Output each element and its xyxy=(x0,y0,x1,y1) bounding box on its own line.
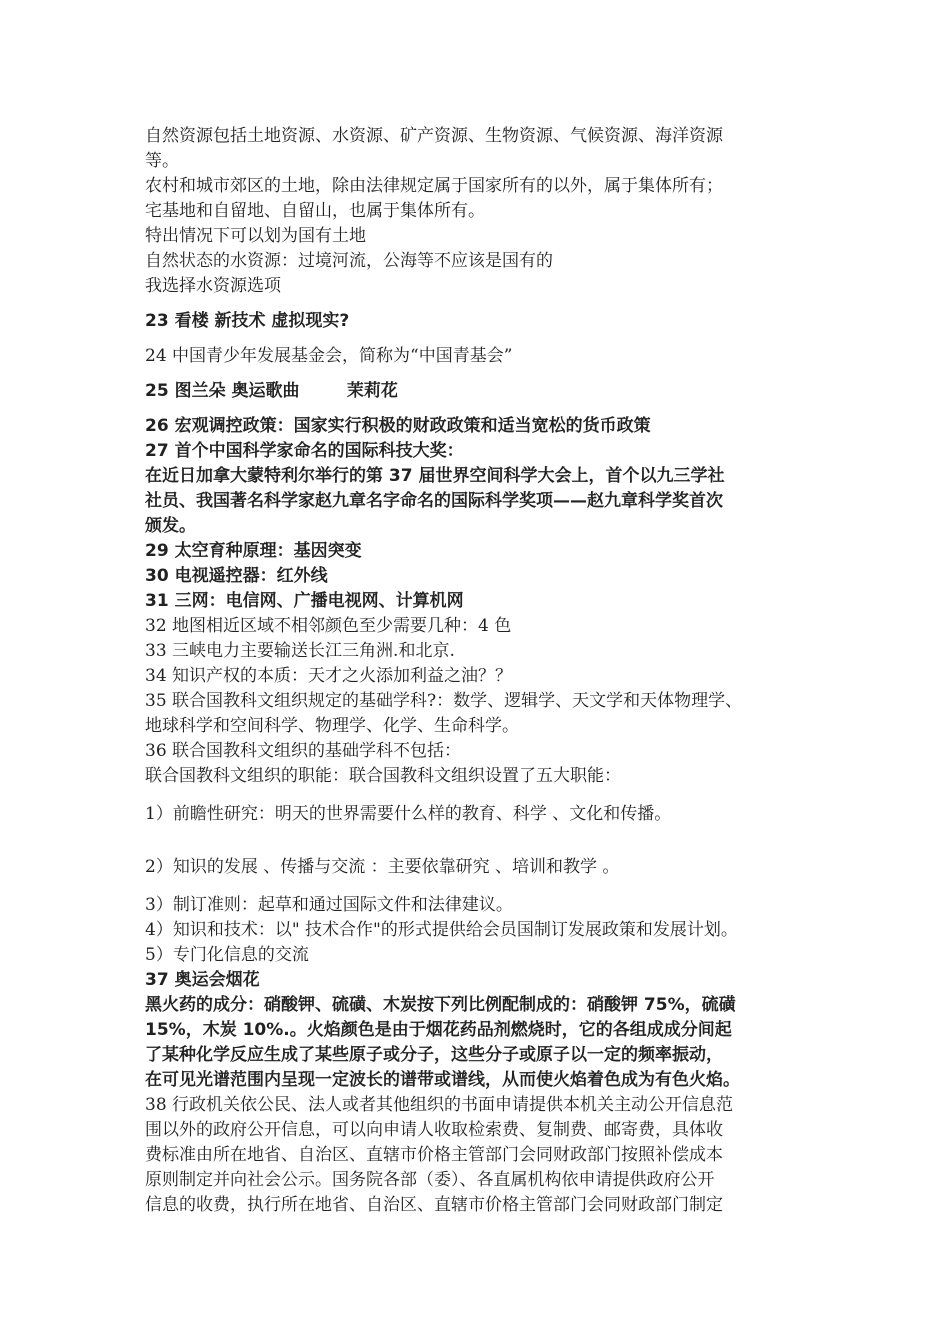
text-line: 38 行政机关依公民、法人或者其他组织的书面申请提供本机关主动公开信息范 xyxy=(145,1095,734,1115)
list-item: 5）专门化信息的交流 xyxy=(145,945,309,965)
text-line: 自然状态的水资源：过境河流，公海等不应该是国有的 xyxy=(145,251,553,271)
text-line: 信息的收费，执行所在地省、自治区、直辖市价格主管部门会同财政部门制定 xyxy=(145,1195,723,1215)
text-line: 24 中国青少年发展基金会，简称为“中国青基会” xyxy=(145,346,513,366)
text-line: 黑火药的成分：硝酸钾、硫磺、木炭按下列比例配制成的：硝酸钾 75%，硫磺 xyxy=(145,995,736,1015)
text-line: 15%，木炭 10%.。火焰颜色是由于烟花药品剂燃烧时，它的各组成成分间起 xyxy=(145,1020,732,1040)
list-item: 1）前瞻性研究：明天的世界需要什么样的教育、科学 、文化和传播。 xyxy=(145,804,672,824)
text-line: 围以外的政府公开信息，可以向申请人收取检索费、复制费、邮寄费，具体收 xyxy=(145,1120,723,1140)
text-line: 特出情况下可以划为国有土地 xyxy=(145,226,366,246)
text-line: 费标准由所在地省、自治区、直辖市价格主管部门会同财政部门按照补偿成本 xyxy=(145,1145,723,1165)
text-line: 等。 xyxy=(145,151,179,171)
text-line: 我选择水资源选项 xyxy=(145,276,281,296)
list-item: 2）知识的发展 、传播与交流 ：主要依靠研究 、培训和教学 。 xyxy=(145,857,620,877)
text-line: 颁发。 xyxy=(145,516,196,536)
text-line: 34 知识产权的本质：天才之火添加利益之油？？ xyxy=(145,666,513,686)
text-line: 36 联合国教科文组织的基础学科不包括： xyxy=(145,741,462,761)
text-line: 社员、我国著名科学家赵九章名字命名的国际科学奖项——赵九章科学奖首次 xyxy=(145,491,723,511)
text-line: 原则制定并向社会公示。国务院各部（委）、各直属机构依申请提供政府公开 xyxy=(145,1170,715,1190)
text-line: 地球科学和空间科学、物理学、化学、生命科学。 xyxy=(145,716,519,736)
item-heading: 25 图兰朵 奥运歌曲 茉莉花 xyxy=(145,381,398,401)
item-heading: 31 三网：电信网、广播电视网、计算机网 xyxy=(145,591,464,611)
text-line: 35 联合国教科文组织规定的基础学科?：数学、逻辑学、天文学和天体物理学、 xyxy=(145,691,743,711)
text-line: 33 三峡电力主要输送长江三角洲.和北京. xyxy=(145,641,455,661)
text-line: 32 地图相近区域不相邻颜色至少需要几种：4 色 xyxy=(145,616,512,636)
item-heading: 30 电视遥控器：红外线 xyxy=(145,566,328,586)
item-heading: 26 宏观调控政策：国家实行积极的财政政策和适当宽松的货币政策 xyxy=(145,416,651,436)
item-heading: 37 奥运会烟花 xyxy=(145,970,260,990)
item-heading: 27 首个中国科学家命名的国际科技大奖： xyxy=(145,441,464,461)
text-line: 联合国教科文组织的职能：联合国教科文组织设置了五大职能： xyxy=(145,766,621,786)
text-line: 宅基地和自留地、自留山，也属于集体所有。 xyxy=(145,201,485,221)
document-body xyxy=(145,124,815,1218)
text-line: 了某种化学反应生成了某些原子或分子，这些分子或原子以一定的频率振动， xyxy=(145,1045,723,1065)
text-line: 农村和城市郊区的土地，除由法律规定属于国家所有的以外，属于集体所有； xyxy=(145,176,723,196)
list-item: 4）知识和技术：以" 技术合作"的形式提供给会员国制订发展政策和发展计划。 xyxy=(145,920,738,940)
text-line: 自然资源包括土地资源、水资源、矿产资源、生物资源、气候资源、海洋资源 xyxy=(145,126,723,146)
item-heading: 29 太空育种原理：基因突变 xyxy=(145,541,362,561)
text-line: 在近日加拿大蒙特利尔举行的第 37 届世界空间科学大会上，首个以九三学社 xyxy=(145,466,725,486)
item-heading: 23 看楼 新技术 虚拟现实? xyxy=(145,311,350,331)
list-item: 3）制订准则：起草和通过国际文件和法律建议。 xyxy=(145,895,513,915)
text-line: 在可见光谱范围内呈现一定波长的谱带或谱线，从而使火焰着色成为有色火焰。 xyxy=(145,1070,740,1090)
